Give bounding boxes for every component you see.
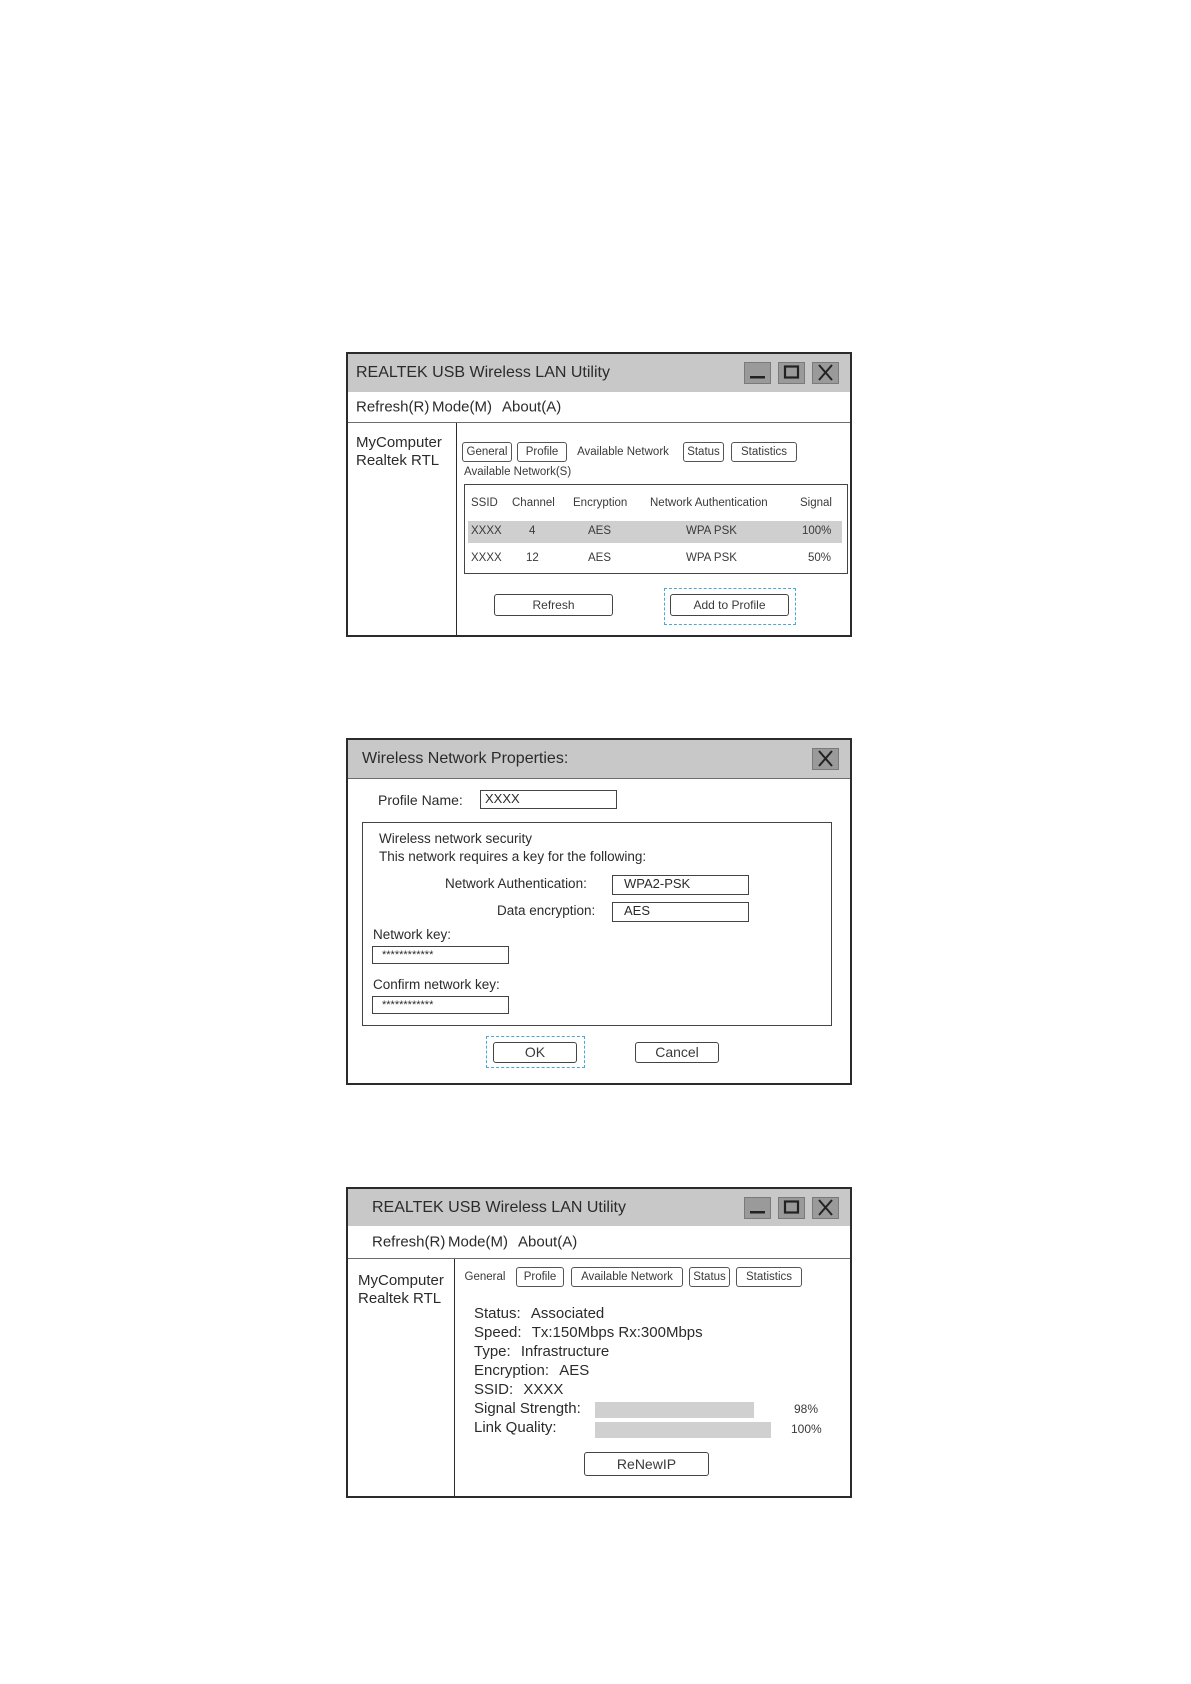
security-heading: Wireless network security: [379, 831, 533, 846]
tree-item-realtek[interactable]: Realtek RTL: [356, 452, 440, 469]
column-header-auth[interactable]: Network Authentication: [650, 497, 768, 509]
wireless-network-properties-dialog: [346, 738, 852, 1085]
network-key-input[interactable]: ************: [372, 946, 509, 964]
row1-signal: 100%: [802, 525, 832, 537]
tab-profile[interactable]: Profile: [517, 442, 567, 462]
utility-window-available-network: [346, 352, 852, 637]
encryption-label: Data encryption:: [497, 903, 596, 918]
network-list[interactable]: [464, 484, 848, 574]
tab-general[interactable]: General: [462, 442, 512, 462]
tree-item-mycomputer[interactable]: MyComputer: [358, 1272, 444, 1289]
tab-statistics[interactable]: Statistics: [736, 1267, 802, 1287]
security-group: [362, 822, 832, 1026]
window-title: REALTEK USB Wireless LAN Utility: [356, 364, 610, 381]
menu-refresh[interactable]: Refresh(R): [356, 398, 430, 416]
network-key-label: Network key:: [373, 927, 452, 942]
row1-channel: 4: [529, 525, 536, 537]
speed-line: [474, 1324, 703, 1341]
tab-profile[interactable]: Profile: [516, 1267, 564, 1287]
speed-value: Tx:150Mbps Rx:300Mbps: [531, 1324, 703, 1341]
tab-statistics[interactable]: Statistics: [731, 442, 797, 462]
auth-field[interactable]: WPA2-PSK: [612, 875, 749, 895]
section-label: Available Network(S): [464, 466, 572, 478]
maximize-icon[interactable]: [778, 362, 805, 384]
menu-about[interactable]: About(A): [502, 398, 562, 416]
encryption-label: Encryption:: [474, 1362, 550, 1379]
cancel-button[interactable]: Cancel: [635, 1042, 719, 1063]
table-row-selected[interactable]: [468, 521, 842, 543]
minimize-icon[interactable]: [744, 362, 771, 384]
row1-encryption: AES: [588, 525, 612, 537]
maximize-icon[interactable]: [778, 1197, 805, 1219]
tree-item-mycomputer[interactable]: MyComputer: [356, 434, 442, 451]
device-tree: [348, 1259, 455, 1496]
close-icon[interactable]: [812, 362, 839, 384]
signal-strength-label: Signal Strength:: [474, 1400, 581, 1417]
minimize-icon[interactable]: [744, 1197, 771, 1219]
security-note: This network requires a key for the following:: [379, 849, 647, 864]
speed-label: Speed:: [474, 1324, 522, 1341]
tab-general[interactable]: General: [460, 1267, 510, 1287]
link-quality-label: Link Quality:: [474, 1419, 557, 1436]
tab-status[interactable]: Status: [689, 1267, 730, 1287]
link-quality-value: 100%: [791, 1422, 822, 1436]
tab-available-network[interactable]: Available Network: [571, 1267, 683, 1287]
row1-auth: WPA PSK: [686, 525, 737, 537]
title-bar[interactable]: [348, 1189, 850, 1227]
menu-bar: [348, 1226, 850, 1259]
status-line: [474, 1305, 604, 1322]
type-label: Type:: [474, 1343, 511, 1360]
profile-name-label: Profile Name:: [378, 792, 463, 808]
row2-channel: 12: [526, 552, 539, 564]
status-label: Status:: [474, 1305, 521, 1322]
window-title: REALTEK USB Wireless LAN Utility: [372, 1198, 626, 1216]
ssid-value: XXXX: [523, 1381, 564, 1398]
tree-item-realtek[interactable]: Realtek RTL: [358, 1290, 442, 1307]
menu-bar: [348, 392, 850, 423]
profile-name-input[interactable]: XXXX: [480, 790, 617, 809]
renew-ip-button[interactable]: ReNewIP: [584, 1452, 709, 1476]
row2-signal: 50%: [808, 552, 832, 564]
refresh-button[interactable]: Refresh: [494, 594, 613, 616]
row1-ssid: XXXX: [471, 525, 502, 537]
confirm-key-input[interactable]: ************: [372, 996, 509, 1014]
type-value: Infrastructure: [520, 1343, 610, 1360]
signal-strength-value: 98%: [794, 1402, 819, 1416]
menu-refresh[interactable]: Refresh(R): [372, 1233, 446, 1251]
device-tree: [348, 423, 457, 635]
status-value: Associated: [530, 1305, 605, 1322]
link-quality-bar: [595, 1422, 771, 1438]
ok-button[interactable]: OK: [493, 1042, 577, 1063]
row2-ssid: XXXX: [471, 552, 502, 564]
encryption-value: AES: [559, 1362, 590, 1379]
menu-mode[interactable]: Mode(M): [448, 1233, 509, 1251]
encryption-line: [474, 1362, 589, 1379]
column-header-signal[interactable]: Signal: [800, 497, 832, 509]
title-bar[interactable]: [348, 740, 850, 779]
ssid-line: [474, 1381, 563, 1398]
tab-available-network[interactable]: Available Network: [570, 442, 676, 462]
type-line: [474, 1343, 609, 1360]
row2-encryption: AES: [588, 552, 612, 564]
menu-about[interactable]: About(A): [518, 1233, 578, 1251]
tab-status[interactable]: Status: [683, 442, 724, 462]
title-bar[interactable]: [348, 354, 850, 393]
column-header-encryption[interactable]: Encryption: [573, 497, 628, 509]
auth-label: Network Authentication:: [445, 876, 587, 891]
dialog-title: Wireless Network Properties:: [362, 750, 569, 767]
encryption-field[interactable]: AES: [612, 902, 749, 922]
column-header-ssid[interactable]: SSID: [471, 497, 498, 509]
ssid-label: SSID:: [474, 1381, 514, 1398]
signal-strength-bar: [595, 1402, 754, 1418]
close-icon[interactable]: [812, 748, 839, 770]
row2-auth: WPA PSK: [686, 552, 737, 564]
add-to-profile-button[interactable]: Add to Profile: [670, 594, 789, 616]
utility-window-general: [346, 1187, 852, 1498]
close-icon[interactable]: [812, 1197, 839, 1219]
menu-mode[interactable]: Mode(M): [432, 398, 493, 416]
confirm-key-label: Confirm network key:: [373, 977, 500, 992]
column-header-channel[interactable]: Channel: [512, 497, 555, 509]
